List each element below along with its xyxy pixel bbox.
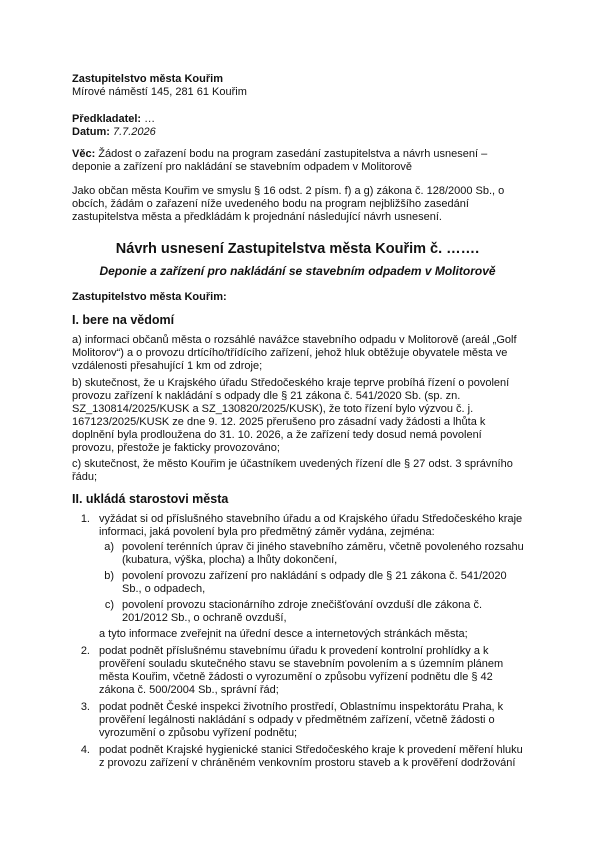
item-3-line: vyrozumění o způsobu vyřízení podnětu; [99, 727, 298, 739]
subject-text-1: Žádost o zařazení bodu na program zasedání zastupitelstva a návrh usnesení – [95, 148, 488, 160]
item-1-tail: a tyto informace zveřejnit na úřední desce a internetových stránkách města; [99, 628, 468, 640]
section-1-b-line: 167123/2025/KUSK ze dne 9. 12. 2025 přerušeno pro zásadní vady žádosti a lhůta k [72, 416, 486, 428]
subitem-c-line: povolení provozu stacionárního zdroje znečišťování ovzduší dle zákona č. [122, 599, 483, 611]
item-2-line: podat podnět příslušnému stavebnímu úřadu k provedení kontrolní prohlídky a k [99, 645, 489, 657]
section-1-a-line: vzdálenosti přesahující 1 km od zdroje; [72, 360, 263, 372]
resolution-subtitle: Deponie a zařízení pro nakládání se stavebním odpadem v Molitorově [99, 264, 496, 278]
intro-line: zastupitelstva města a předkládám k projednání následující návrh usnesení. [72, 211, 442, 223]
date-label: Datum: [72, 126, 110, 138]
item-2-line: prověření souladu skutečného stavu se stavebním povolením a s územním plánem [99, 658, 504, 670]
date-value: 7.7.2026 [109, 126, 156, 138]
item-1-line: vyžádat si od příslušného stavebního úřadu a od Krajského úřadu Středočeského kraje [99, 513, 523, 525]
section-1-b-line: SZ_130814/2025/KUSK a SZ_130820/2025/KUSK), že toto řízení bylo výzvou č. j. [72, 403, 474, 415]
section-1-heading: I. bere na vědomí [72, 313, 175, 327]
section-1-b-line: b) skutečnost, že u Krajského úřadu Středočeského kraje teprve probíhá řízení o povolení [72, 377, 510, 389]
council-label: Zastupitelstvo města Kouřim: [72, 291, 227, 303]
resolution-title: Návrh usnesení Zastupitelstva města Kouřim č. ……. [115, 241, 480, 257]
item-number: 2. [80, 645, 90, 657]
section-2-heading: II. ukládá starostovi města [72, 492, 229, 506]
section-1-b-line: provozu zařízení k nakládání s odpady dle § 21 zákona č. 541/2020 Sb. (sp. zn. [72, 390, 461, 402]
item-3-line: podat podnět České inspekci životního prostředí, Oblastnímu inspektorátu Praha, k [99, 701, 504, 713]
intro-line: obcích, žádám o zařazení níže uvedeného bodu na program nejbližšího zasedání [72, 198, 469, 210]
item-2-line: zákona č. 500/2004 Sb., správní řád; [99, 684, 279, 696]
subitem-letter: c) [104, 599, 114, 611]
org-address: Mírové náměstí 145, 281 61 Kouřim [72, 86, 247, 98]
subitem-letter: a) [104, 541, 114, 553]
item-4-line: podat podnět Krajské hygienické stanici Středočeského kraje k provedení měření hluku [99, 744, 523, 756]
submitter-value: … [141, 113, 156, 125]
item-2-line: města Kouřim, včetně žádosti o vyrozumění o způsobu vyřízení podnětu dle § 42 [99, 671, 493, 683]
org-name: Zastupitelstvo města Kouřim [72, 73, 223, 85]
subject-label: Věc: [72, 148, 96, 160]
subject-line-1 [72, 147, 487, 161]
subitem-b-line: povolení provozu zařízení pro nakládání s odpady dle § 21 zákona č. 541/2020 [122, 570, 507, 582]
intro-line: Jako občan města Kouřim ve smyslu § 16 odst. 2 písm. f) a g) zákona č. 128/2000 Sb., o [72, 185, 505, 197]
section-1-b-line: doplnění byla prodloužena do 31. 10. 2026, a že zařízení tedy dosud nemá povolení [72, 429, 482, 441]
section-1-b-line: provozu, přestože je fakticky provozováno; [72, 442, 280, 454]
item-number: 1. [80, 513, 90, 525]
item-4-line: z provozu zařízení v chráněném venkovním prostoru staveb a k prověření dodržování [99, 757, 516, 769]
subitem-b-line: Sb., o odpadech, [122, 583, 206, 595]
item-number: 3. [80, 701, 90, 713]
item-number: 4. [80, 744, 90, 756]
section-1-a-line: a) informaci občanů města o rozsáhlé navážce stavebního odpadu v Molitorově (areál „Golf [72, 334, 517, 346]
date-line [72, 125, 156, 139]
item-1-line: informaci, jaká povolení byla pro předmětný záměr vydána, zejména: [99, 526, 435, 538]
submitter-line [72, 112, 155, 126]
item-3-line: prověření legálnosti nakládání s odpady v předmětném zařízení, včetně žádosti o [99, 714, 495, 726]
section-1-a-line: Molitorov“) a o provozu drtícího/třídícího zařízení, jehož hluk obtěžuje obyvatele města ve [72, 347, 508, 359]
subitem-a-line: (kubatura, výška, plocha) a lhůty dokončení, [122, 554, 338, 566]
subitem-a-line: povolení terénních úprav či jiného stavebního záměru, včetně povoleného rozsahu [122, 541, 524, 553]
subitem-c-line: 201/2012 Sb., o ochraně ovzduší, [122, 612, 287, 624]
section-1-c-line: c) skutečnost, že město Kouřim je účastníkem uvedených řízení dle § 27 odst. 3 správního [72, 458, 513, 470]
subject-line-2: deponie a zařízení pro nakládání se stavebním odpadem v Molitorově [72, 161, 412, 173]
section-1-c-line: řádu; [72, 471, 98, 483]
subitem-letter: b) [104, 570, 114, 582]
submitter-label: Předkladatel: [72, 113, 142, 125]
